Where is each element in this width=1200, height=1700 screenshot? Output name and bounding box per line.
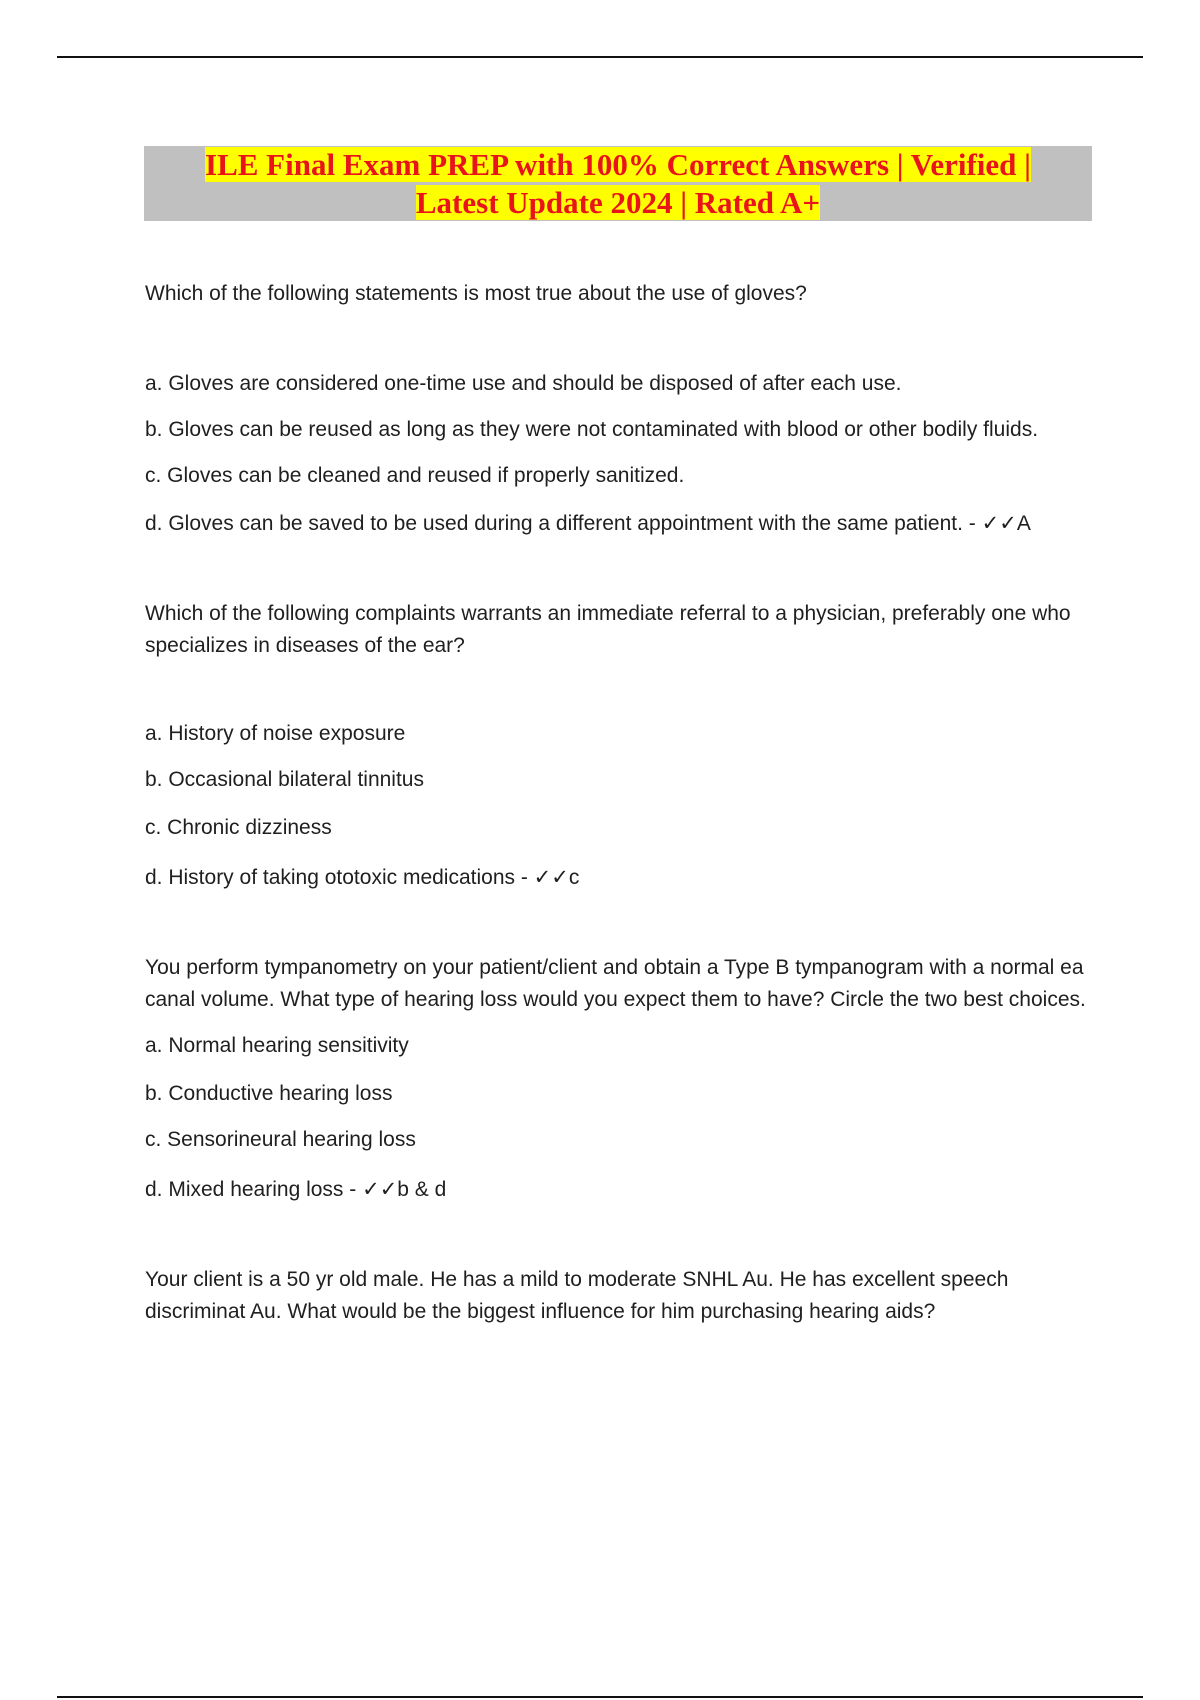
question-4: Your client is a 50 yr old male. He has a mild to moderate SNHL Au. He has excellent speech discriminat Au. What would be the biggest influence for him purchasing hearing aids? [145, 1268, 1009, 1323]
title-line-1: ILE Final Exam PREP with 100% Correct Answers | Verified | [205, 147, 1031, 182]
question-3-option-a: a. Normal hearing sensitivity [145, 1034, 409, 1057]
question-1-option-a: a. Gloves are considered one-time use and should be disposed of after each use. [145, 372, 902, 395]
question-3-option-b: b. Conductive hearing loss [145, 1082, 393, 1105]
top-rule [57, 56, 1143, 58]
question-2-option-c: c. Chronic dizziness [145, 816, 332, 839]
question-2-option-a: a. History of noise exposure [145, 722, 406, 745]
bottom-rule [57, 1696, 1143, 1698]
question-3-option-d: d. Mixed hearing loss - ✓✓b & d [145, 1178, 447, 1201]
question-1: Which of the following statements is most true about the use of gloves? [145, 282, 807, 305]
question-3: You perform tympanometry on your patient/client and obtain a Type B tympanogram with a normal ea canal volume. What type of hearing loss would you expect them to have? Circle the two best choices. [145, 956, 1086, 1011]
question-list [145, 278, 1105, 1328]
document-title [144, 146, 1092, 221]
question-3-option-c: c. Sensorineural hearing loss [145, 1128, 416, 1151]
question-1-option-c: c. Gloves can be cleaned and reused if properly sanitized. [145, 464, 685, 487]
question-1-option-b: b. Gloves can be reused as long as they were not contaminated with blood or other bodily fluids. [145, 418, 1039, 441]
question-1-option-d: d. Gloves can be saved to be used during a different appointment with the same patient. - ✓✓A [145, 512, 1031, 535]
title-line-2: Latest Update 2024 | Rated A+ [415, 185, 821, 220]
question-2-option-d: d. History of taking ototoxic medications - ✓✓c [145, 866, 580, 889]
question-2-option-b: b. Occasional bilateral tinnitus [145, 768, 424, 791]
question-2: Which of the following complaints warrants an immediate referral to a physician, preferably one who specializes in diseases of the ear? [145, 602, 1071, 657]
